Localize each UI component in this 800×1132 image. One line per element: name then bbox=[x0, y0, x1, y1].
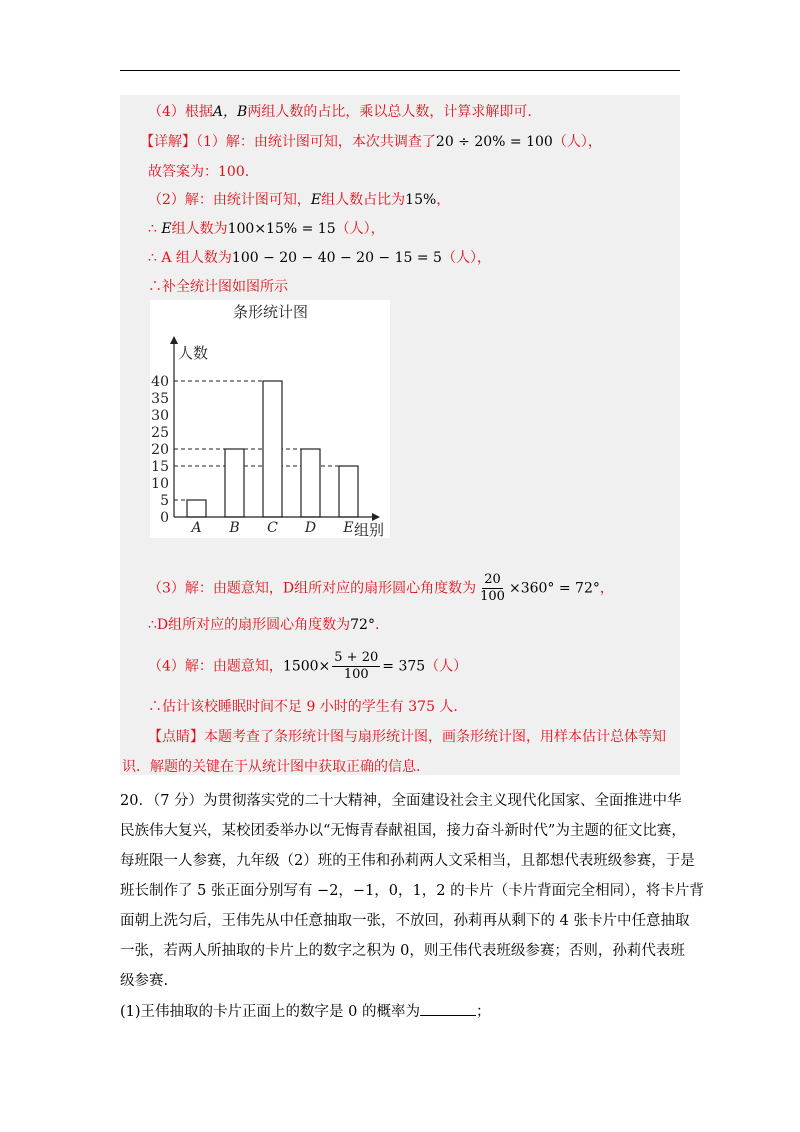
step2-pct: 15% bbox=[405, 192, 437, 208]
step4-hint: （4）根据 bbox=[148, 104, 213, 120]
y-tick-label: 25 bbox=[151, 425, 169, 441]
detail-unit: （人） bbox=[552, 134, 588, 150]
chart-title: 条形统计图 bbox=[233, 303, 309, 321]
step2-line bbox=[148, 189, 450, 209]
x-tick-label: A bbox=[191, 520, 202, 536]
x-tick-label: C bbox=[267, 520, 278, 536]
subquestion-1-text: (1)王伟抽取的卡片正面上的数字是 0 的概率为 bbox=[120, 1004, 420, 1020]
a-comma: ， bbox=[476, 250, 491, 266]
step4-unit: （人） bbox=[425, 658, 468, 675]
y-tick-label: 15 bbox=[151, 459, 169, 475]
x-axis-label: 组别 bbox=[354, 521, 385, 538]
header-rule bbox=[120, 70, 680, 71]
question-line-7: 级参赛. bbox=[120, 973, 169, 989]
step3-period: . bbox=[374, 617, 380, 633]
e-unit: （人） bbox=[335, 221, 371, 237]
step4-rest: 两组人数的占比，乘以总人数，计算求解即可. bbox=[247, 104, 532, 120]
detail-math: 20 ÷ 20% = 100 bbox=[435, 134, 553, 150]
x-axis-arrow bbox=[372, 513, 380, 521]
step3-comma: ， bbox=[599, 580, 614, 597]
y-tick-label: 35 bbox=[151, 391, 169, 407]
question-line-2: 民族伟大复兴，某校团委举办以“无悔青春献祖国，接力奋斗新时代”为主题的征文比赛， bbox=[120, 823, 686, 839]
comment-tag: 【点睛】 bbox=[148, 729, 204, 745]
y-axis-label: 人数 bbox=[178, 344, 209, 362]
bar-b bbox=[225, 449, 244, 517]
a-group-text: ∴ A 组人数为 bbox=[148, 250, 232, 266]
step2-comma: ， bbox=[436, 192, 451, 208]
step4-m1: 1500× bbox=[282, 658, 331, 675]
step4-vars: A，B bbox=[212, 104, 248, 120]
e-group-text: 组人数为 bbox=[171, 221, 228, 237]
bar-chart bbox=[150, 300, 390, 538]
step4-calc-text: （4）解：由题意知， bbox=[148, 658, 283, 675]
step4-conclusion-line: ∴估计该校睡眠时间不足 9 小时的学生有 375 人. bbox=[148, 699, 458, 715]
comment-text-1: 本题考查了条形统计图与扇形统计图，画条形统计图，用样本估计总体等知 bbox=[204, 729, 666, 745]
answer-blank[interactable] bbox=[420, 1001, 476, 1016]
question-line-1: 20．（7 分）为贯彻落实党的二十大精神，全面建设社会主义现代化国家、全面推进中华 bbox=[120, 793, 682, 809]
bar-e bbox=[339, 466, 358, 517]
y-tick-label: 5 bbox=[160, 493, 169, 509]
y-tick-label: 20 bbox=[151, 442, 169, 458]
step4-m2: = 375 bbox=[382, 658, 426, 675]
step4-frac-num: 5 + 20 bbox=[334, 650, 379, 665]
x-tick-label: D bbox=[304, 520, 317, 536]
comment-line-1 bbox=[148, 726, 666, 746]
bar-c bbox=[263, 381, 282, 517]
bar-chart-svg bbox=[150, 300, 390, 538]
detail-comma: ， bbox=[587, 134, 602, 150]
question-line-4: 班长制作了 5 张正面分别写有 −2，−1，0，1，2 的卡片（卡片背面完全相同），将卡片背 bbox=[120, 883, 704, 899]
step4-hint-line bbox=[148, 101, 532, 121]
e-var: E bbox=[161, 221, 172, 237]
detail-text: （1）解：由统计图可知，本次共调查了 bbox=[196, 134, 436, 150]
x-tick-label: E bbox=[343, 520, 354, 536]
detail-tag: 【详解】 bbox=[140, 134, 196, 150]
question-line-6: 一张，若两人所抽取的卡片上的数字之积为 0，则王伟代表班级参赛；否则，孙莉代表班 bbox=[120, 943, 685, 959]
detail-line bbox=[140, 131, 602, 151]
step3-line bbox=[148, 572, 614, 605]
e-group-line bbox=[148, 218, 385, 238]
y-tick-label: 30 bbox=[151, 408, 169, 424]
y-tick-label: 0 bbox=[160, 510, 169, 526]
bar-a bbox=[187, 500, 206, 517]
e-math: 100×15% = 15 bbox=[227, 221, 336, 237]
step2-var-e: E bbox=[310, 192, 322, 208]
step3-fraction bbox=[478, 572, 507, 605]
complete-line: ∴补全统计图如图所示 bbox=[148, 279, 288, 295]
subquestion-1 bbox=[120, 1000, 490, 1021]
step3-conc: ∴D组所对应的扇形圆心角度数为 bbox=[148, 617, 351, 633]
step4-calc-line bbox=[148, 650, 467, 683]
comment-line-2: 识．解题的关键在于从统计图中获取正确的信息. bbox=[122, 759, 421, 775]
bar-d bbox=[301, 449, 320, 517]
step4-fraction bbox=[332, 650, 380, 683]
step3-math: ×360° = 72° bbox=[508, 580, 600, 597]
y-axis-arrow bbox=[170, 336, 178, 344]
step3-frac-num: 20 bbox=[484, 572, 501, 587]
y-tick-label: 10 bbox=[151, 476, 169, 492]
step4-frac-den: 100 bbox=[343, 667, 369, 682]
step2-rest: 组人数占比为 bbox=[321, 192, 406, 208]
a-group-line bbox=[148, 247, 491, 267]
step3-text: （3）解：由题意知，D组所对应的扇形圆心角度数为 bbox=[148, 580, 477, 597]
step3-frac-den: 100 bbox=[480, 589, 505, 604]
step3-ans: 72° bbox=[350, 617, 375, 633]
e-therefore: ∴ bbox=[148, 221, 157, 237]
a-math: 100 − 20 − 40 − 20 − 15 = 5 bbox=[231, 250, 442, 266]
answer1-line: 故答案为：100. bbox=[148, 164, 250, 180]
question-line-5: 面朝上洗匀后，王伟先从中任意抽取一张，不放回，孙莉再从剩下的 4 张卡片中任意抽取 bbox=[120, 913, 690, 929]
e-comma: ， bbox=[370, 221, 385, 237]
y-tick-label: 40 bbox=[151, 374, 169, 390]
x-tick-label: B bbox=[229, 520, 240, 536]
step3-conclusion-line bbox=[148, 614, 379, 634]
step2-text: （2）解：由统计图可知， bbox=[148, 192, 311, 208]
a-unit: （人） bbox=[441, 250, 477, 266]
subquestion-1-end: ； bbox=[475, 1004, 491, 1020]
question-line-3: 每班限一人参赛，九年级（2）班的王伟和孙莉两人文采相当，且都想代表班级参赛，于是 bbox=[120, 853, 695, 869]
